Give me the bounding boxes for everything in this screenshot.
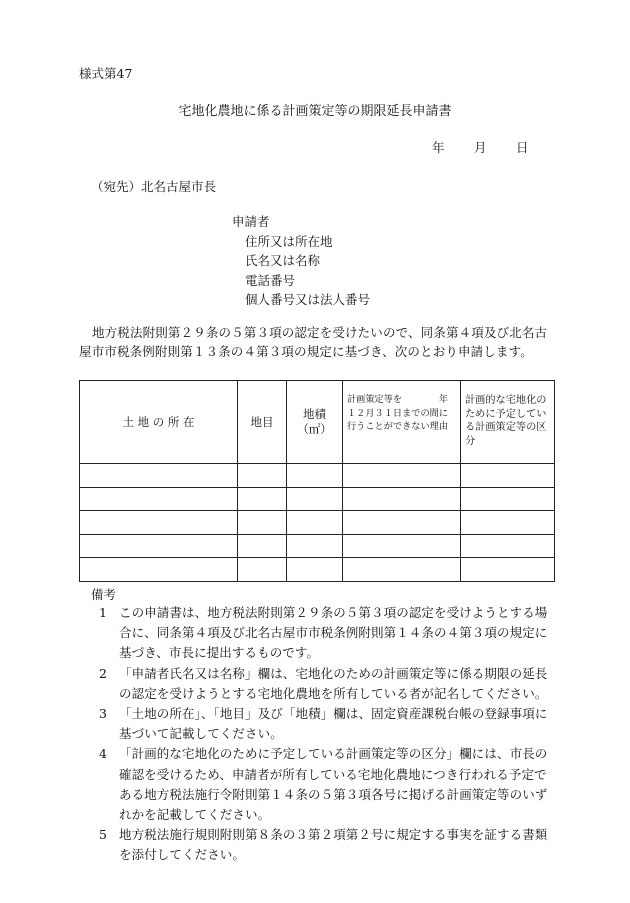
date-day: 日: [516, 140, 529, 155]
header-area-label: 地積: [303, 407, 326, 421]
cell-reason[interactable]: [343, 534, 461, 558]
header-area: [287, 381, 343, 464]
notes-heading: 備考: [91, 587, 117, 602]
header-plan-type: [461, 381, 555, 464]
cell-reason[interactable]: [343, 558, 461, 582]
cell-land-category[interactable]: [238, 511, 287, 535]
cell-plan-type[interactable]: [461, 487, 555, 511]
cell-location[interactable]: [80, 487, 238, 511]
addressee: （宛先）北名古屋市長: [91, 179, 217, 194]
cell-area[interactable]: [287, 487, 343, 511]
cell-plan-type[interactable]: [461, 534, 555, 558]
note-number: 5: [99, 827, 107, 843]
note-text: この申請書は、地方税法附則第２９条の５第３項の認定を受けようとする場合に、同条第４項及び北名古屋市市税条例附則第１４条の４第３項の規定に基づき、市長に提出するものです。: [119, 605, 548, 661]
notes-list: [79, 603, 557, 866]
application-statement: 地方税法附則第２９条の５第３項の認定を受けたいので、同条第４項及び北名古屋市市税条例附則第１３条の４第３項の規定に基づき、次のとおり申請します。: [79, 325, 548, 360]
note-number: 2: [99, 665, 107, 681]
applicant-id-number-field: 個人番号又は法人番号: [245, 292, 371, 307]
header-area-unit: （㎡）: [297, 422, 332, 436]
cell-reason[interactable]: [343, 464, 461, 488]
cell-reason[interactable]: [343, 487, 461, 511]
table-row: [80, 558, 555, 582]
header-reason: [343, 381, 461, 464]
applicant-name-field: 氏名又は名称: [245, 253, 321, 268]
applicant-address-field: 住所又は所在地: [245, 233, 333, 249]
note-text: 「土地の所在」、「地目」及び「地積」欄は、固定資産課税台帳の登録事項に基づいて記載してください。: [119, 706, 548, 742]
cell-land-category[interactable]: [238, 558, 287, 582]
cell-plan-type[interactable]: [461, 558, 555, 582]
applicant-heading: 申請者: [232, 214, 270, 229]
cell-reason[interactable]: [343, 511, 461, 535]
note-text: 地方税法施行規則附則第８条の３第２項第２号に規定する事実を証する書類を添付してください。: [119, 827, 548, 863]
cell-area[interactable]: [287, 558, 343, 582]
form-number: 様式第47: [79, 66, 133, 81]
cell-area[interactable]: [287, 534, 343, 558]
table-row: [80, 511, 555, 535]
note-item: [79, 664, 557, 704]
cell-land-category[interactable]: [238, 464, 287, 488]
cell-plan-type[interactable]: [461, 511, 555, 535]
note-text: 「申請者氏名又は名称」欄は、宅地化のための計画策定等に係る期限の延長の認定を受けようとする宅地化農地を所有している者が記名してください。: [119, 665, 548, 701]
note-item: [79, 704, 557, 744]
date-month: 月: [474, 140, 487, 155]
cell-location[interactable]: [80, 534, 238, 558]
cell-area[interactable]: [287, 511, 343, 535]
header-plan-type-text: 計画的な宅地化のために予定している計画策定等の区分: [465, 395, 547, 447]
cell-location[interactable]: [80, 511, 238, 535]
note-number: 1: [99, 605, 107, 620]
note-number: 4: [99, 746, 107, 762]
land-table: [79, 380, 555, 582]
note-number: 3: [99, 706, 107, 722]
table-row: [80, 534, 555, 558]
note-text: 「計画的な宅地化のために予定している計画策定等の区分」欄には、市長の確認を受けるため、申請者が所有している宅地化農地につき行われる予定である地方税法施行令附則第１４条の５第３項各号に掲げる計画策定等のいずれかを記載してください。: [119, 746, 548, 823]
date-line: [432, 138, 529, 156]
document-title: 宅地化農地に係る計画策定等の期限延長申請書: [178, 104, 452, 119]
header-location: 土 地 の 所 在: [80, 381, 238, 464]
header-land-category: 地目: [238, 381, 287, 464]
table-header-row: [80, 381, 555, 464]
note-item: [79, 744, 557, 825]
header-reason-text: 計画策定等を 年１２月３１日までの間に行うことができない理由: [347, 394, 449, 432]
applicant-phone-field: 電話番号: [245, 272, 296, 288]
table-row: [80, 487, 555, 511]
table-row: [80, 464, 555, 488]
note-item: [79, 603, 557, 664]
cell-location[interactable]: [80, 464, 238, 488]
cell-land-category[interactable]: [238, 534, 287, 558]
note-item: [79, 825, 557, 865]
applicant-block: [232, 212, 370, 310]
date-year: 年: [432, 140, 445, 155]
cell-land-category[interactable]: [238, 487, 287, 511]
cell-area[interactable]: [287, 464, 343, 488]
cell-location[interactable]: [80, 558, 238, 582]
cell-plan-type[interactable]: [461, 464, 555, 488]
